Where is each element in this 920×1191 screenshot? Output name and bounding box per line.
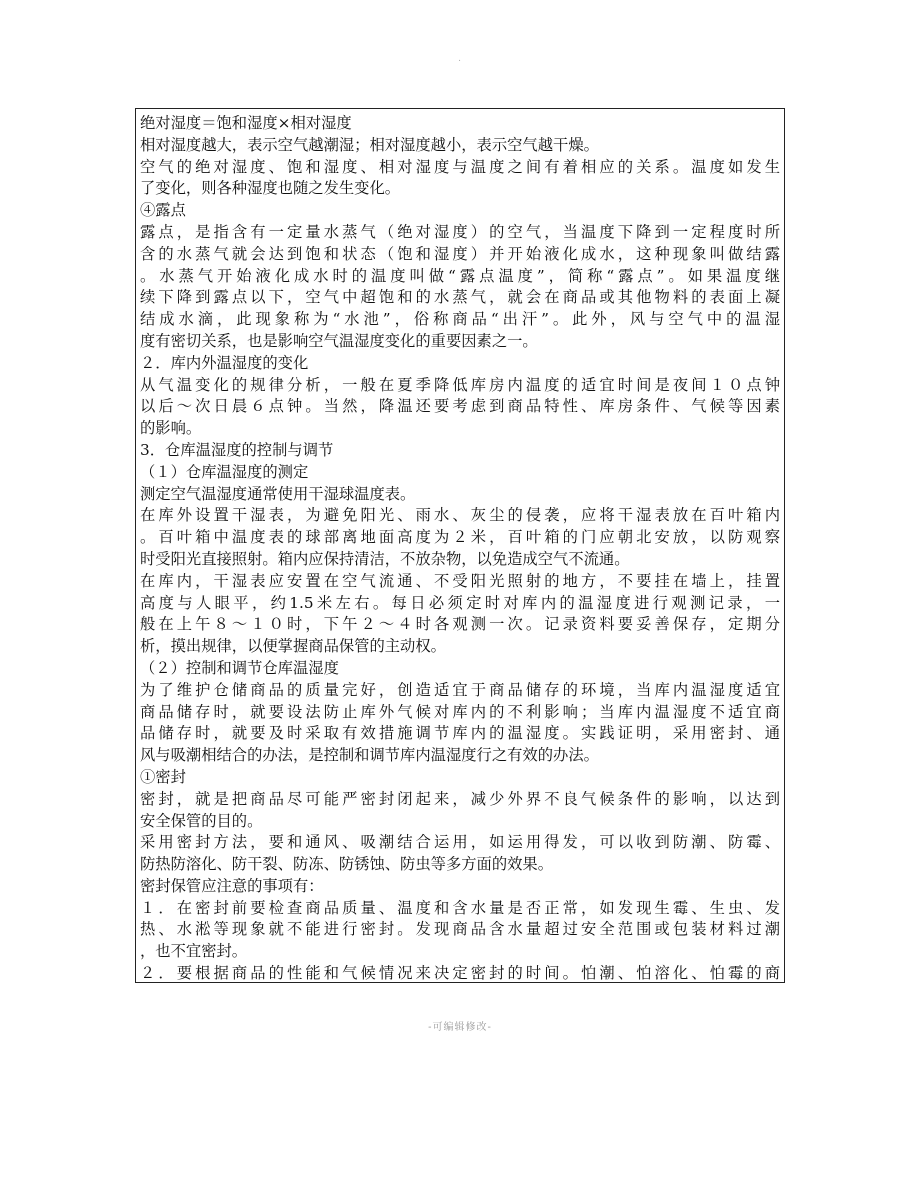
- text-line: 空气的绝对湿度、饱和湿度、相对湿度与温度之间有着相应的关系。温度如发生: [140, 157, 780, 176]
- text-line: 为了维护仓储商品的质量完好，创造适宜于商品储存的环境，当库内温湿度适宜: [140, 680, 780, 699]
- text-line: （１）仓库温湿度的测定: [140, 462, 309, 481]
- text-line: 品储存时，就要及时采取有效措施调节库内的温湿度。实践证明，采用密封、通: [140, 724, 780, 743]
- text-line: 密封，就是把商品尽可能严密封闭起来，减少外界不良气候条件的影响，以达到: [140, 789, 780, 808]
- text-line: 测定空气温湿度通常使用干湿球温度表。: [140, 484, 416, 503]
- text-line: 安全保管的目的。: [140, 811, 263, 830]
- text-line: 结成水滴，此现象称为“水池”，俗称商品“出汗”。此外，风与空气中的温湿: [140, 310, 780, 329]
- text-line: 防热防溶化、防干裂、防冻、防锈蚀、防虫等多方面的效果。: [140, 855, 554, 874]
- text-line: 3．仓库温湿度的控制与调节: [140, 440, 334, 459]
- text-line: （２）控制和调节仓库温湿度: [140, 658, 339, 677]
- text-line: 风与吸潮相结合的办法，是控制和调节库内温湿度行之有效的办法。: [140, 746, 599, 765]
- text-line: 高度与人眼平，约1.5米左右。每日必须定时对库内的温湿度进行观测记录，一: [140, 593, 780, 612]
- text-line: 的影响。: [140, 419, 202, 438]
- text-line: 以后～次日晨６点钟。当然，降温还要考虑到商品特性、库房条件、气候等因素: [140, 397, 780, 416]
- text-line: 在库内，干湿表应安置在空气流通、不受阳光照射的地方，不要挂在墙上，挂置: [140, 571, 780, 590]
- text-line: 采用密封方法，要和通风、吸潮结合运用，如运用得发，可以收到防潮、防霉、: [140, 833, 780, 852]
- text-line: 般在上午８～１０时，下午２～４时各观测一次。记录资料要妥善保存，定期分: [140, 615, 780, 634]
- text-line: 度有密切关系，也是影响空气温湿度变化的重要因素之一。: [140, 331, 538, 350]
- text-line: 了变化，则各种湿度也随之发生变化。: [140, 179, 401, 198]
- text-line: ①密封: [140, 767, 186, 786]
- text-line: 露点，是指含有一定量水蒸气（绝对湿度）的空气，当温度下降到一定程度时所: [140, 222, 780, 241]
- text-line: １．在密封前要检查商品质量、温度和含水量是否正常，如发现生霉、生虫、发: [140, 898, 780, 917]
- text-line: ，也不宜密封。: [140, 942, 248, 961]
- text-line: 从气温变化的规律分析，一般在夏季降低库房内温度的适宜时间是夜间１０点钟: [140, 375, 780, 394]
- text-line: 绝对湿度＝饱和湿度×相对湿度: [140, 114, 352, 132]
- text-line: 密封保管应注意的事项有：: [140, 876, 324, 895]
- text-line: 。水蒸气开始液化成水时的温度叫做“露点温度”，简称“露点”。如果温度继: [140, 266, 780, 285]
- text-line: 时受阳光直接照射。箱内应保持清洁，不放杂物，以免造成空气不流通。: [140, 549, 630, 568]
- text-line: 商品储存时，就要设法防止库外气候对库内的不利影响；当库内温湿度不适宜商: [140, 702, 780, 721]
- document-body: [136, 109, 784, 983]
- text-line: ２．库内外温湿度的变化: [140, 353, 309, 372]
- text-line: 。百叶箱中温度表的球部离地面高度为２米，百叶箱的门应朝北安放，以防观察: [140, 528, 780, 547]
- text-line: ２．要根据商品的性能和气候情况来决定密封的时间。怕潮、怕溶化、怕霉的商: [140, 964, 780, 983]
- header-mark: .: [458, 54, 462, 64]
- text-line: 续下降到露点以下，空气中超饱和的水蒸气，就会在商品或其他物料的表面上凝: [140, 288, 780, 307]
- document-table-cell: [135, 108, 785, 983]
- text-line: 相对湿度越大，表示空气越潮湿；相对湿度越小，表示空气越干燥。: [140, 135, 599, 154]
- text-line: ④露点: [140, 201, 186, 220]
- text-line: 在库外设置干湿表，为避免阳光、雨水、灰尘的侵袭，应将干湿表放在百叶箱内: [140, 506, 780, 525]
- text-line: 热、水淞等现象就不能进行密封。发现商品含水量超过安全范围或包装材料过潮: [140, 920, 780, 939]
- text-line: 含的水蒸气就会达到饱和状态（饱和湿度）并开始液化成水，这种现象叫做结露: [140, 244, 780, 263]
- page-footer: -可编辑修改-: [428, 1022, 492, 1033]
- text-line: 析，摸出规律，以便掌握商品保管的主动权。: [140, 637, 446, 656]
